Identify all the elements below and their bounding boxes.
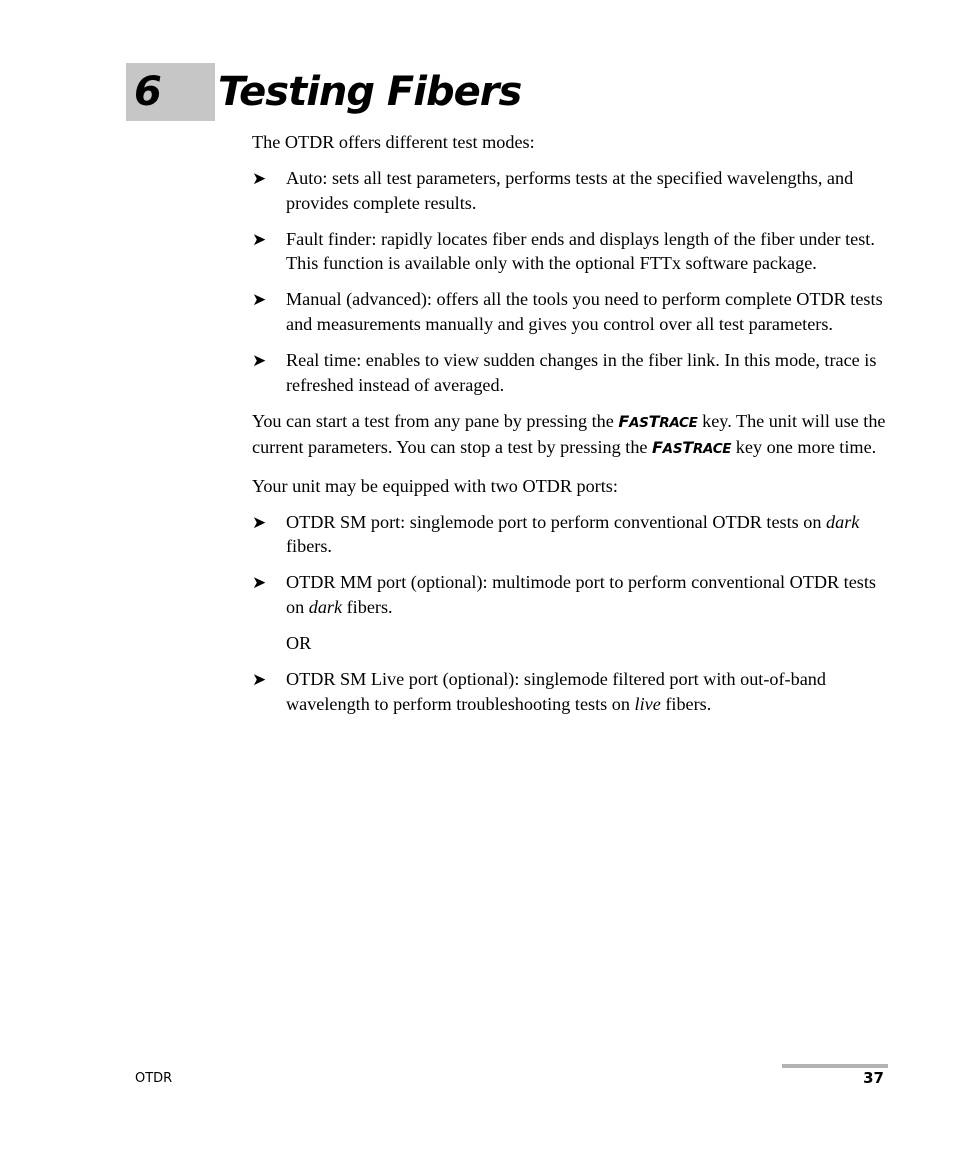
arrow-bullet-icon: ➤ — [252, 670, 267, 691]
list-item — [252, 510, 892, 559]
body-text — [252, 130, 892, 728]
mode-real-time: Real time: enables to view sudden changes in the fiber link. In this mode, trace is refreshed instead of averaged. — [286, 350, 877, 395]
list-item — [252, 166, 892, 215]
arrow-bullet-icon: ➤ — [252, 229, 267, 250]
start-para-text-1: You can start a test from any pane by pressing the — [252, 410, 619, 431]
arrow-bullet-icon: ➤ — [252, 512, 267, 533]
page-number: 37 — [863, 1069, 884, 1087]
start-para-text-3: key one more time. — [731, 437, 877, 458]
start-para-text-2: key. The unit will use the current parameters. You can stop a test by pressing the — [252, 410, 886, 458]
fastrace-key-name: FASTRACE — [652, 438, 732, 458]
list-item — [252, 570, 892, 619]
port-sm: OTDR SM port: singlemode port to perform conventional OTDR tests on dark fibers. — [286, 511, 860, 557]
chapter-number: 6 — [134, 69, 162, 115]
arrow-bullet-icon: ➤ — [252, 169, 267, 190]
ports-intro-paragraph: Your unit may be equipped with two OTDR ports: — [252, 475, 618, 496]
mode-manual: Manual (advanced): offers all the tools you need to perform complete OTDR tests and measurements manually and gives you control over all test parameters. — [286, 289, 883, 335]
list-item — [252, 287, 892, 336]
footer-rule — [782, 1064, 888, 1068]
mode-auto: Auto: sets all test parameters, performs tests at the specified wavelengths, and provides complete results. — [286, 168, 854, 213]
footer-product-name: OTDR — [135, 1071, 173, 1086]
chapter-title: Testing Fibers — [218, 69, 522, 115]
port-sm-live: OTDR SM Live port (optional): singlemode filtered port with out-of-band wavelength to perform troubleshooting tests on live fibers. — [286, 669, 826, 714]
arrow-bullet-icon: ➤ — [252, 290, 267, 311]
or-separator: OR — [286, 633, 312, 653]
mode-fault-finder: Fault finder: rapidly locates fiber ends and displays length of the fiber under test. This function is available only with the optional FTTx software package. — [286, 228, 875, 274]
chapter-number-box — [126, 63, 215, 121]
arrow-bullet-icon: ➤ — [252, 573, 267, 594]
list-item — [252, 667, 892, 716]
start-test-paragraph — [252, 409, 892, 462]
list-item — [252, 227, 892, 276]
fastrace-key-name: FASTRACE — [618, 411, 698, 431]
port-mm: OTDR MM port (optional): multimode port to perform conventional OTDR tests on dark fibers. — [286, 572, 877, 617]
intro-paragraph: The OTDR offers different test modes: — [252, 132, 535, 152]
arrow-bullet-icon: ➤ — [252, 351, 267, 372]
list-item — [252, 348, 892, 397]
